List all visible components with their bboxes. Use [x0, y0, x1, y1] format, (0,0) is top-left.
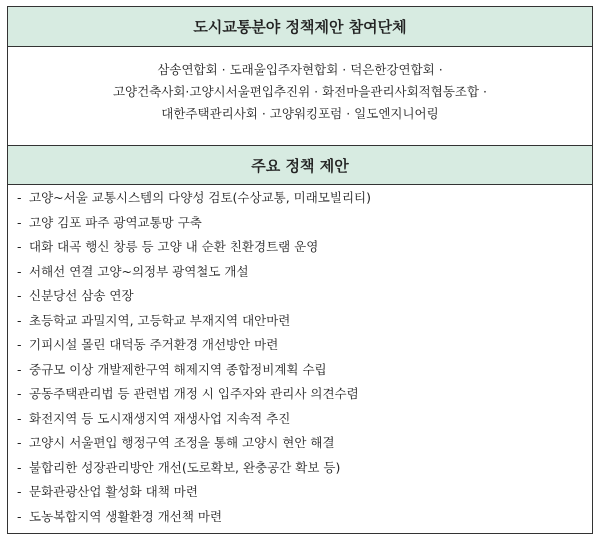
list-item — [8, 382, 592, 407]
policy-proposal-table — [7, 6, 593, 534]
proposals-list — [8, 185, 592, 533]
list-bullet: - — [17, 190, 22, 205]
list-item-text: 도농복합지역 생활환경 개선책 마련 — [29, 508, 223, 524]
list-item-text: 공동주택관리법 등 관련법 개정 시 입주자와 관리사 의견수렴 — [29, 386, 359, 401]
list-item — [8, 235, 592, 260]
list-item — [8, 407, 592, 432]
list-item — [8, 284, 592, 309]
list-item-text: 신분당선 삼송 연장 — [29, 288, 134, 303]
list-item-text: 기피시설 몰린 대덕동 주거환경 개선방안 마련 — [29, 337, 279, 352]
list-item-text: 중규모 이상 개발제한구역 해제지역 종합정비계획 수립 — [29, 361, 327, 377]
list-item — [8, 456, 592, 481]
participants-title: 도시교통분야 정책제안 참여단체 — [193, 18, 407, 36]
list-item-text: 고양~서울 교통시스템의 다양성 검토(수상교통, 미래모빌리티) — [29, 190, 371, 205]
participants-list — [8, 47, 592, 145]
list-bullet: - — [17, 508, 22, 524]
list-item — [8, 260, 592, 285]
list-item — [8, 309, 592, 334]
proposals-header — [8, 145, 592, 185]
list-item-text: 불합리한 성장관리방안 개선(도로확보, 완충공간 확보 등) — [29, 459, 341, 475]
participants-line-1: 삼송연합회 · 도래울입주자현합회 · 덕은한강연합회 · — [157, 62, 443, 77]
list-item-text: 문화관광산업 활성화 대책 마련 — [29, 484, 198, 499]
list-item — [8, 186, 592, 211]
list-item — [8, 505, 592, 530]
list-item-text: 화전지역 등 도시재생지역 재생사업 지속적 추진 — [29, 410, 291, 426]
list-bullet: - — [17, 484, 22, 499]
list-item — [8, 431, 592, 456]
list-item — [8, 358, 592, 383]
list-bullet: - — [17, 312, 22, 328]
proposals-title: 주요 정책 제안 — [251, 156, 349, 175]
list-bullet: - — [17, 288, 22, 303]
list-item — [8, 480, 592, 505]
list-item-text: 고양시 서울편입 행정구역 조정을 통해 고양시 현안 해결 — [29, 435, 335, 450]
list-item-text: 초등학교 과밀지역, 고등학교 부재지역 대안마련 — [29, 312, 291, 328]
list-bullet: - — [17, 435, 22, 450]
list-item-text: 서해선 연결 고양~의정부 광역철도 개설 — [29, 263, 249, 279]
participants-line-3: 대한주택관리사회 · 고양워킹포럼 · 일도엔지니어링 — [161, 106, 439, 121]
list-bullet: - — [17, 239, 22, 254]
list-item — [8, 211, 592, 236]
list-bullet: - — [17, 263, 22, 279]
list-item-text: 대화 대곡 행신 창릉 등 고양 내 순환 친환경트램 운영 — [29, 239, 319, 254]
list-item-text: 고양 김포 파주 광역교통망 구축 — [29, 214, 202, 230]
list-bullet: - — [17, 386, 22, 401]
list-bullet: - — [17, 410, 22, 426]
participants-header — [8, 7, 592, 47]
list-bullet: - — [17, 459, 22, 475]
participants-line-2: 고양건축사회·고양시서울편입추진위 · 화전마을관리사회적협동조합 · — [112, 84, 488, 99]
list-bullet: - — [17, 214, 22, 230]
list-item — [8, 333, 592, 358]
list-bullet: - — [17, 337, 22, 352]
list-bullet: - — [17, 361, 22, 377]
